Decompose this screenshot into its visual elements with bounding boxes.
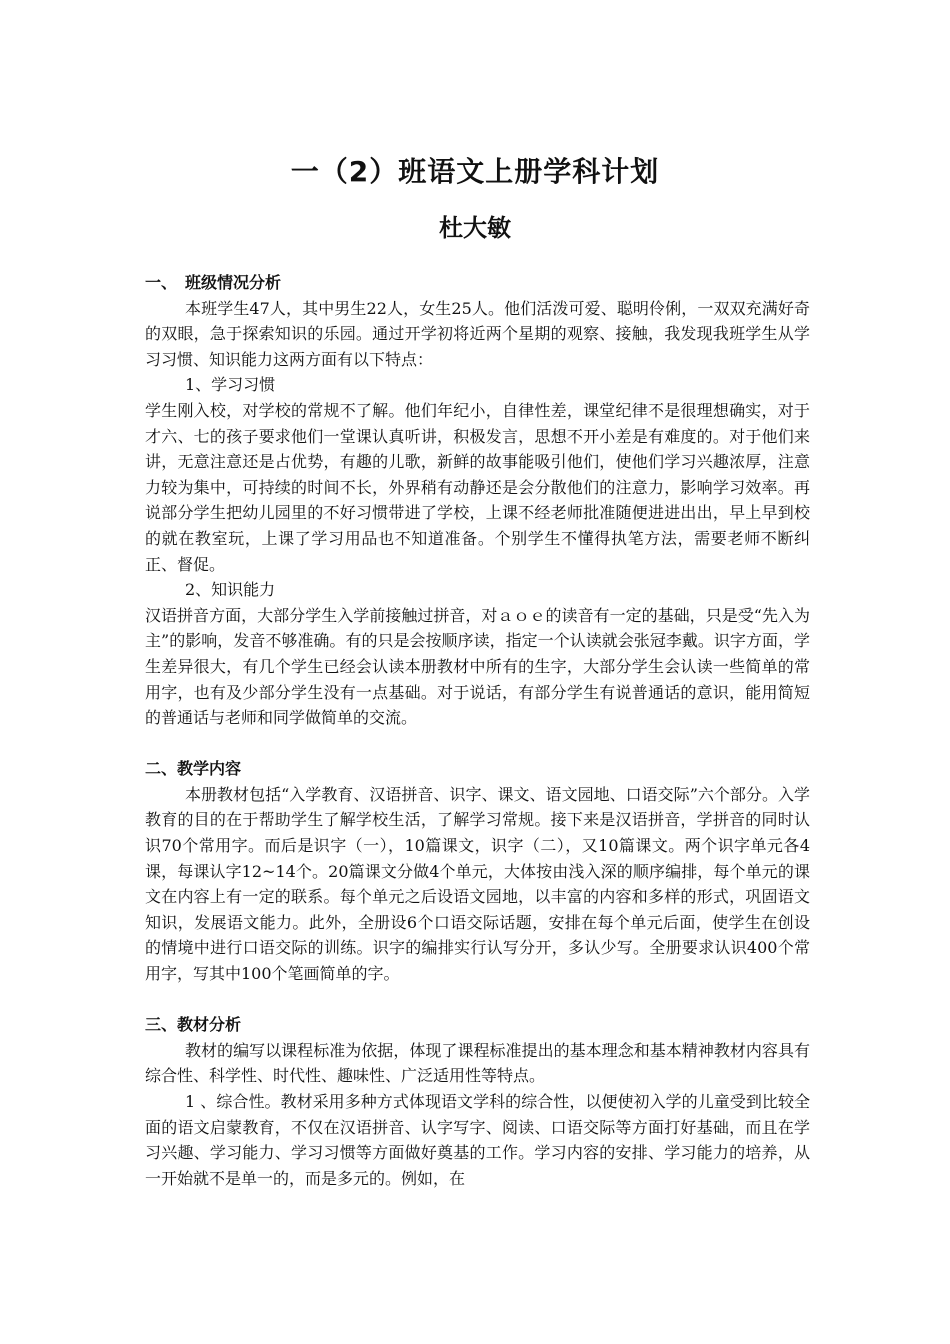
section-spacer [145, 731, 810, 757]
section-1-sub2-text: 汉语拼音方面，大部分学生入学前接触过拼音，对ａｏｅ的读音有一定的基础，只是受“先入为主”的影响，发音不够准确。有的只是会按顺序读，指定一个认读就会张冠李戴。识字方面，学生差异很大，有几个学生已经会认读本册教材中所有的生字，大部分学生会认读一些简单的常用字，也有及少部分学生没有一点基础。对于说话，有部分学生有说普通话的意识，能用简短的普通话与老师和同学做简单的交流。 [145, 605, 810, 728]
section-2-heading: 二、教学内容 [145, 759, 242, 779]
document-author: 杜大敏 [439, 214, 511, 242]
section-3-point1: 1 、综合性。教材采用多种方式体现语文学科的综合性，以便使初入学的儿童受到比较全面的语文启蒙教育，不仅在汉语拼音、认字写字、阅读、口语交际等方面打好基础，而且在学习兴趣、学习能力、学习习惯等方面做好奠基的工作。学习内容的安排、学习能力的培养，从一开始就不是单一的，而是多元的。例如，在 [145, 1092, 810, 1188]
section-1-sub1-text: 学生刚入校，对学校的常规不了解。他们年纪小，自律性差，课堂纪律不是很理想确实，对于才六、七的孩子要求他们一堂课认真听讲，积极发言，思想不开小差是有难度的。对于他们来讲，无意注意还是占优势，有趣的儿歌，新鲜的故事能吸引他们，使他们学习兴趣浓厚，注意力较为集中，可持续的时间不长，外界稍有动静还是会分散他们的注意力，影响学习效率。再说部分学生把幼儿园里的不好习惯带进了学校，上课不经老师批准随便进进出出，早上早到校的就在教室玩，上课了学习用品也不知道准备。个别学生不懂得执笔方法，需要老师不断纠正、督促。 [145, 400, 810, 574]
section-3-intro: 教材的编写以课程标准为依据，体现了课程标准提出的基本理念和基本精神教材内容具有综合性、科学性、时代性、趣味性、广泛适用性等特点。 [145, 1040, 810, 1086]
section-spacer [145, 987, 810, 1013]
section-1-intro: 本班学生47人，其中男生22人，女生25人。他们活泼可爱、聪明伶俐，一双双充满好奇的双眼，急于探索知识的乐园。通过开学初将近两个星期的观察、接触，我发现我班学生从学习习惯、知识能力这两方面有以下特点： [145, 298, 810, 369]
section-3-heading: 三、教材分析 [145, 1015, 242, 1035]
section-1-heading: 一、 班级情况分析 [145, 273, 282, 292]
section-2-text: 本册教材包括“入学教育、汉语拼音、识字、课文、语文园地、口语交际”六个部分。入学教育的目的在于帮助学生了解学校生活，了解学习常规。接下来是汉语拼音，学拼音的同时认识70个常用字。而后是识字（一），10篇课文，识字（二），又10篇课文。两个识字单元各4课，每课认字12~14个。20篇课文分做4个单元，大体按由浅入深的顺序编排，每个单元的课文在内容上有一定的联系。每个单元之后设语文园地，以丰富的内容和多样的形式，巩固语文知识，发展语文能力。此外，全册设6个口语交际话题，安排在每个单元后面，使学生在创设的情境中进行口语交际的训练。识字的编排实行认写分开，多认少写。全册要求认识400个常用字，写其中100个笔画简单的字。 [145, 784, 810, 984]
document-title: 一（2）班语文上册学科计划 [290, 155, 660, 188]
section-1-sub1-heading: 1、学习习惯 [185, 375, 276, 395]
document-body [145, 270, 810, 1191]
section-1-sub2-heading: 2、知识能力 [185, 580, 276, 600]
